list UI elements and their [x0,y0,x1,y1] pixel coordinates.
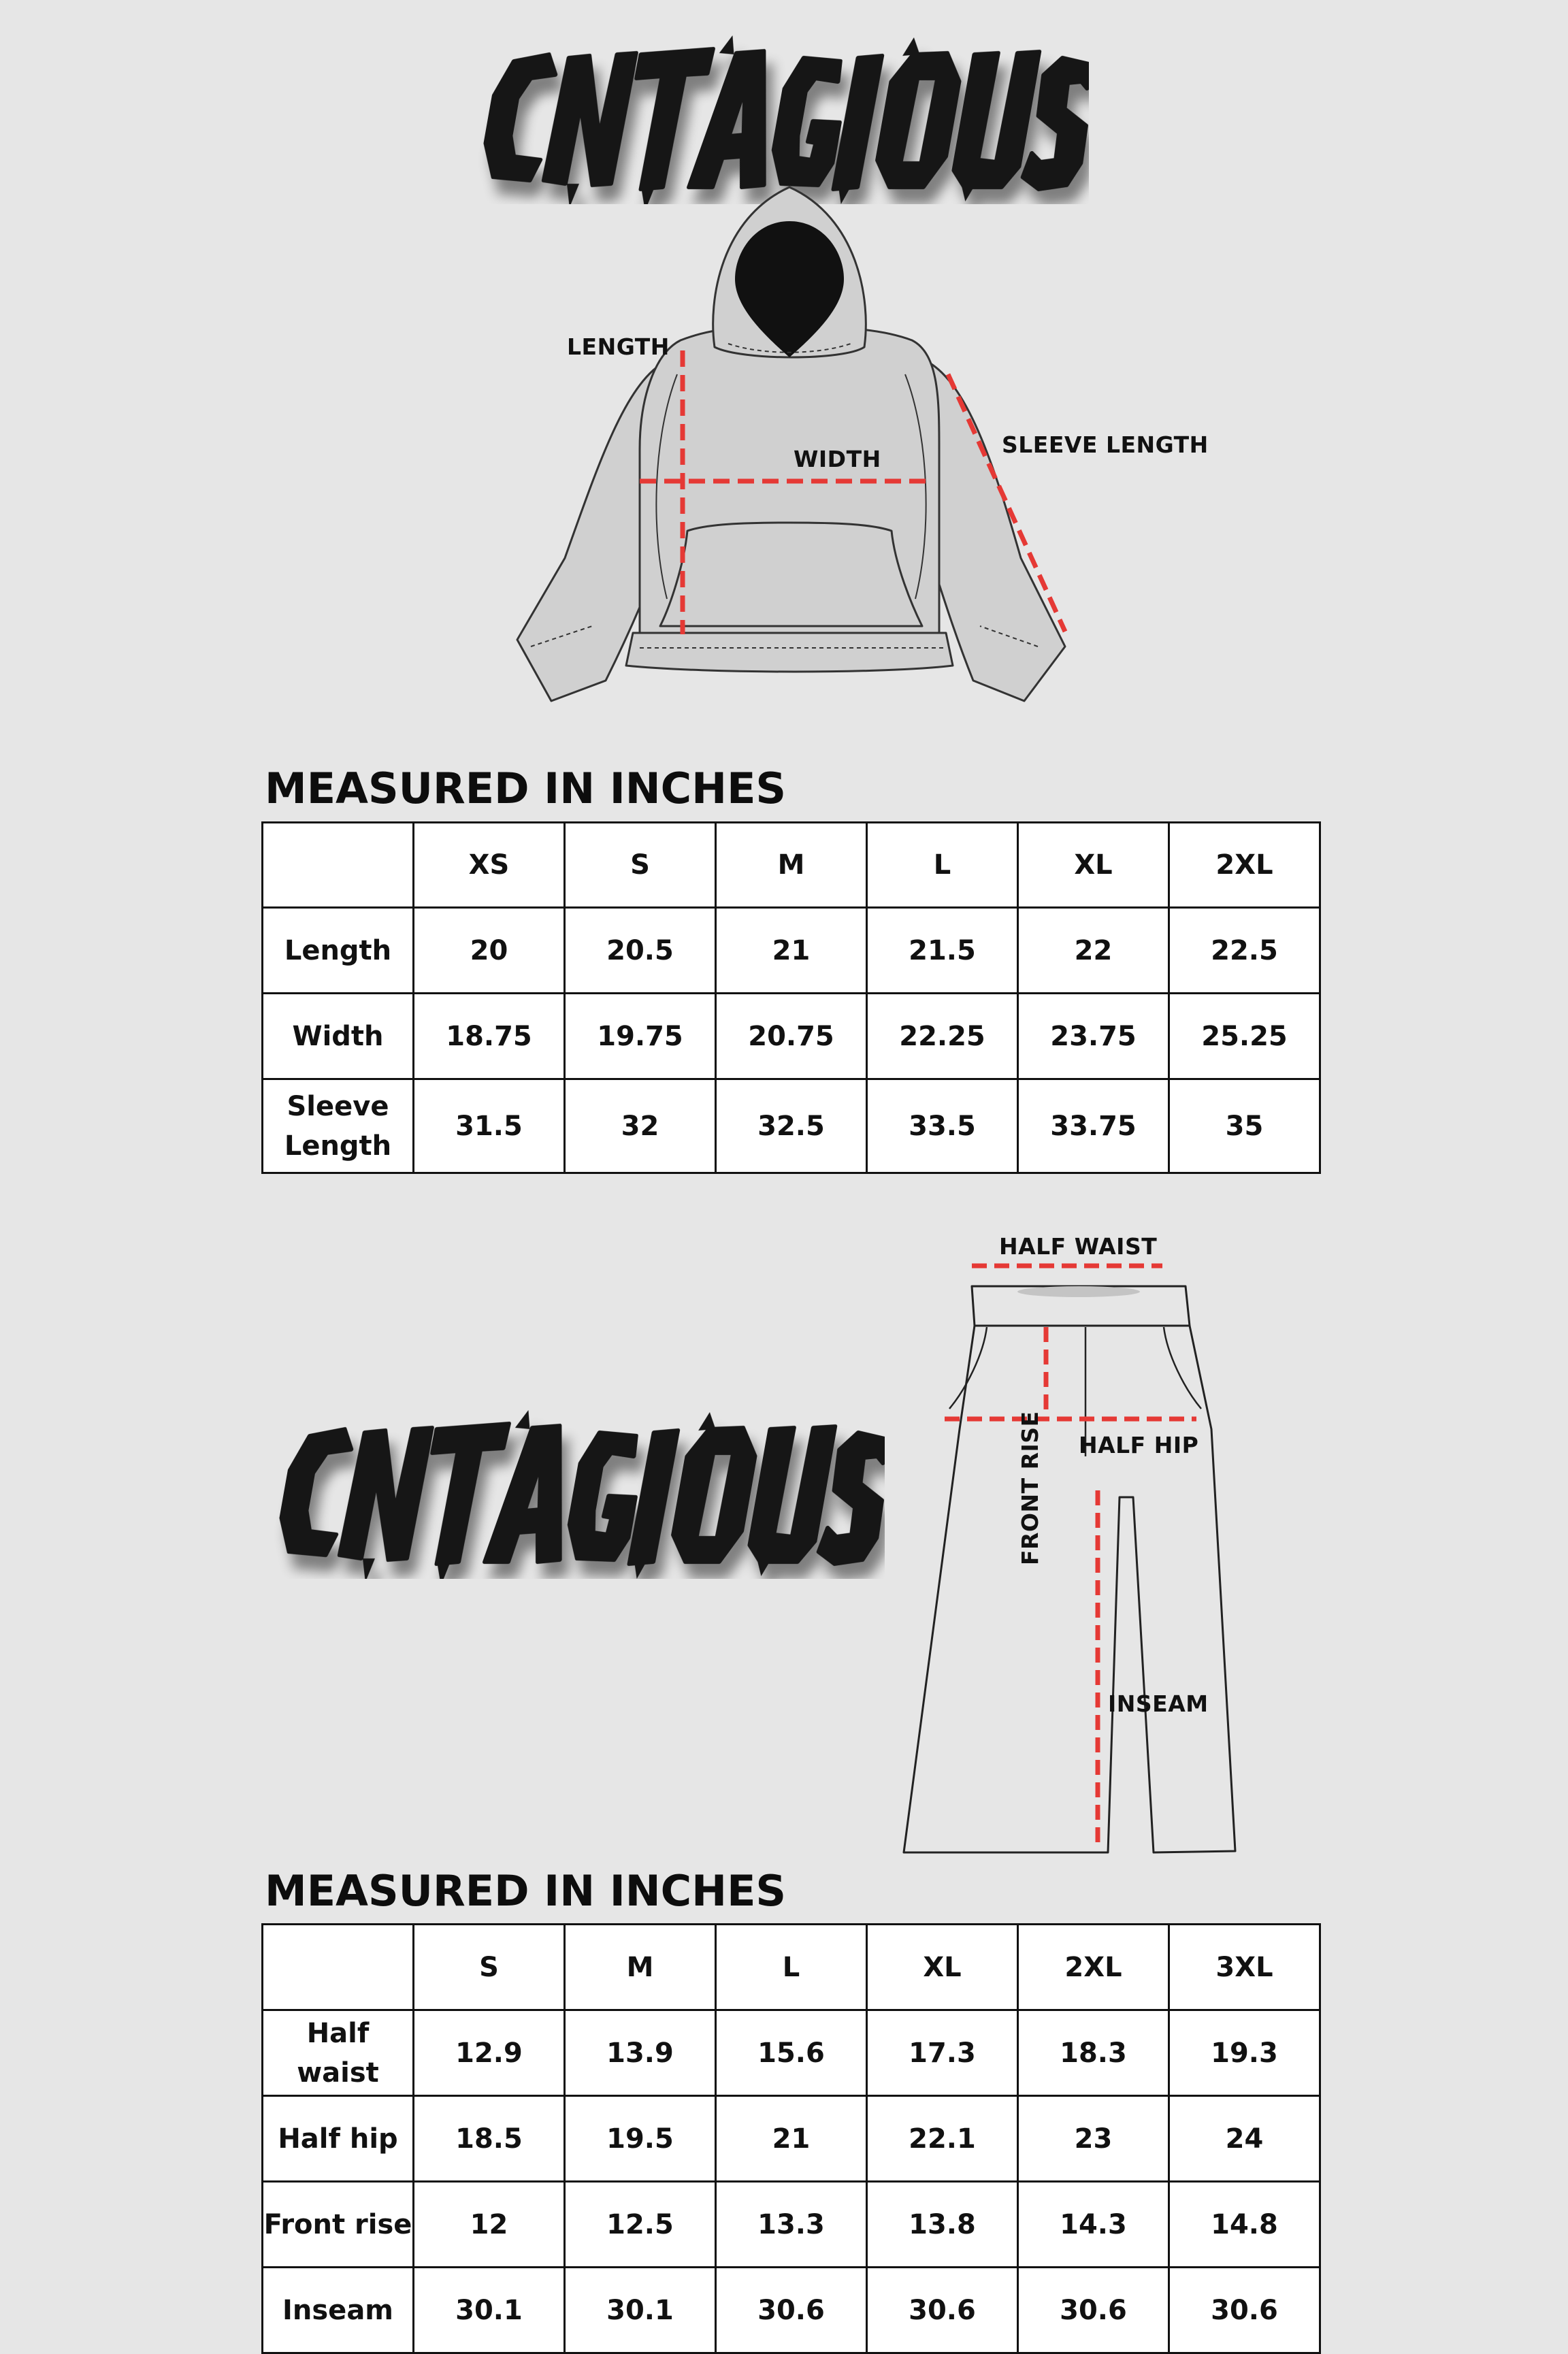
size-header: L [867,823,1018,908]
row-label: Width [263,994,414,1079]
table-header-row [263,823,1320,908]
row-label: Half waist [263,2010,414,2096]
size-header: M [716,823,867,908]
table-cell: 32 [565,1079,716,1173]
size-header: M [565,1925,716,2010]
size-header: 3XL [1169,1925,1320,2010]
pants-diagram [892,1252,1245,1865]
label-half-waist: HALF WAIST [999,1233,1158,1260]
table-row [263,2182,1320,2268]
label-width: WIDTH [794,446,881,472]
table-cell: 22.1 [867,2096,1018,2182]
table-cell: 23.75 [1018,994,1169,1079]
hoodie-size-table [261,821,1321,1174]
table-cell: 30.6 [1018,2268,1169,2353]
table-cell: 23 [1018,2096,1169,2182]
hoodie-table-heading: MEASURED IN INCHES [265,764,787,813]
size-header: XL [1018,823,1169,908]
table-row [263,2096,1320,2182]
table-cell: 20.75 [716,994,867,1079]
table-cell: 12.9 [414,2010,565,2096]
row-label: Half hip [263,2096,414,2182]
size-header: S [414,1925,565,2010]
table-cell: 22.25 [867,994,1018,1079]
table-row [263,908,1320,994]
table-cell: 21 [716,2096,867,2182]
table-corner-cell [263,1925,414,2010]
brand-logo-top [476,14,1089,204]
label-inseam: INSEAM [1108,1690,1209,1717]
table-cell: 20 [414,908,565,994]
size-header: XL [867,1925,1018,2010]
table-cell: 30.6 [867,2268,1018,2353]
size-header: XS [414,823,565,908]
table-cell: 19.5 [565,2096,716,2182]
table-cell: 30.6 [1169,2268,1320,2353]
size-header: L [716,1925,867,2010]
table-row [263,994,1320,1079]
table-cell: 18.5 [414,2096,565,2182]
table-cell: 35 [1169,1079,1320,1173]
table-cell: 13.8 [867,2182,1018,2268]
table-cell: 15.6 [716,2010,867,2096]
table-header-row [263,1925,1320,2010]
table-cell: 30.1 [414,2268,565,2353]
size-header: 2XL [1169,823,1320,908]
table-cell: 13.9 [565,2010,716,2096]
table-cell: 32.5 [716,1079,867,1173]
table-row [263,2010,1320,2096]
table-cell: 21 [716,908,867,994]
table-cell: 30.1 [565,2268,716,2353]
pants-table-heading: MEASURED IN INCHES [265,1866,787,1916]
table-cell: 14.8 [1169,2182,1320,2268]
label-length: LENGTH [567,333,670,360]
row-label-line: Sleeve [287,1090,389,1122]
row-label [263,1079,414,1173]
table-row [263,2268,1320,2353]
row-label: Length [263,908,414,994]
label-front-rise: FRONT RISE [1017,1411,1043,1565]
table-cell: 30.6 [716,2268,867,2353]
table-row [263,1079,1320,1173]
row-label-line: Length [284,1130,392,1162]
table-cell: 25.25 [1169,994,1320,1079]
table-cell: 33.5 [867,1079,1018,1173]
table-cell: 14.3 [1018,2182,1169,2268]
brand-logo-middle [272,1388,885,1579]
size-header: S [565,823,716,908]
table-cell: 13.3 [716,2182,867,2268]
table-cell: 12 [414,2182,565,2268]
table-cell: 18.75 [414,994,565,1079]
table-cell: 19.75 [565,994,716,1079]
table-corner-cell [263,823,414,908]
row-label: Front rise [263,2182,414,2268]
table-cell: 33.75 [1018,1079,1169,1173]
row-label: Inseam [263,2268,414,2353]
table-cell: 22 [1018,908,1169,994]
table-cell: 20.5 [565,908,716,994]
label-sleeve-length: SLEEVE LENGTH [1002,431,1209,458]
table-cell: 31.5 [414,1079,565,1173]
pants-size-table [261,1923,1321,2354]
table-cell: 22.5 [1169,908,1320,994]
label-half-hip: HALF HIP [1079,1432,1199,1458]
table-cell: 21.5 [867,908,1018,994]
table-cell: 18.3 [1018,2010,1169,2096]
table-cell: 19.3 [1169,2010,1320,2096]
hoodie-diagram [504,177,1075,721]
size-header: 2XL [1018,1925,1169,2010]
table-cell: 12.5 [565,2182,716,2268]
table-cell: 17.3 [867,2010,1018,2096]
table-cell: 24 [1169,2096,1320,2182]
